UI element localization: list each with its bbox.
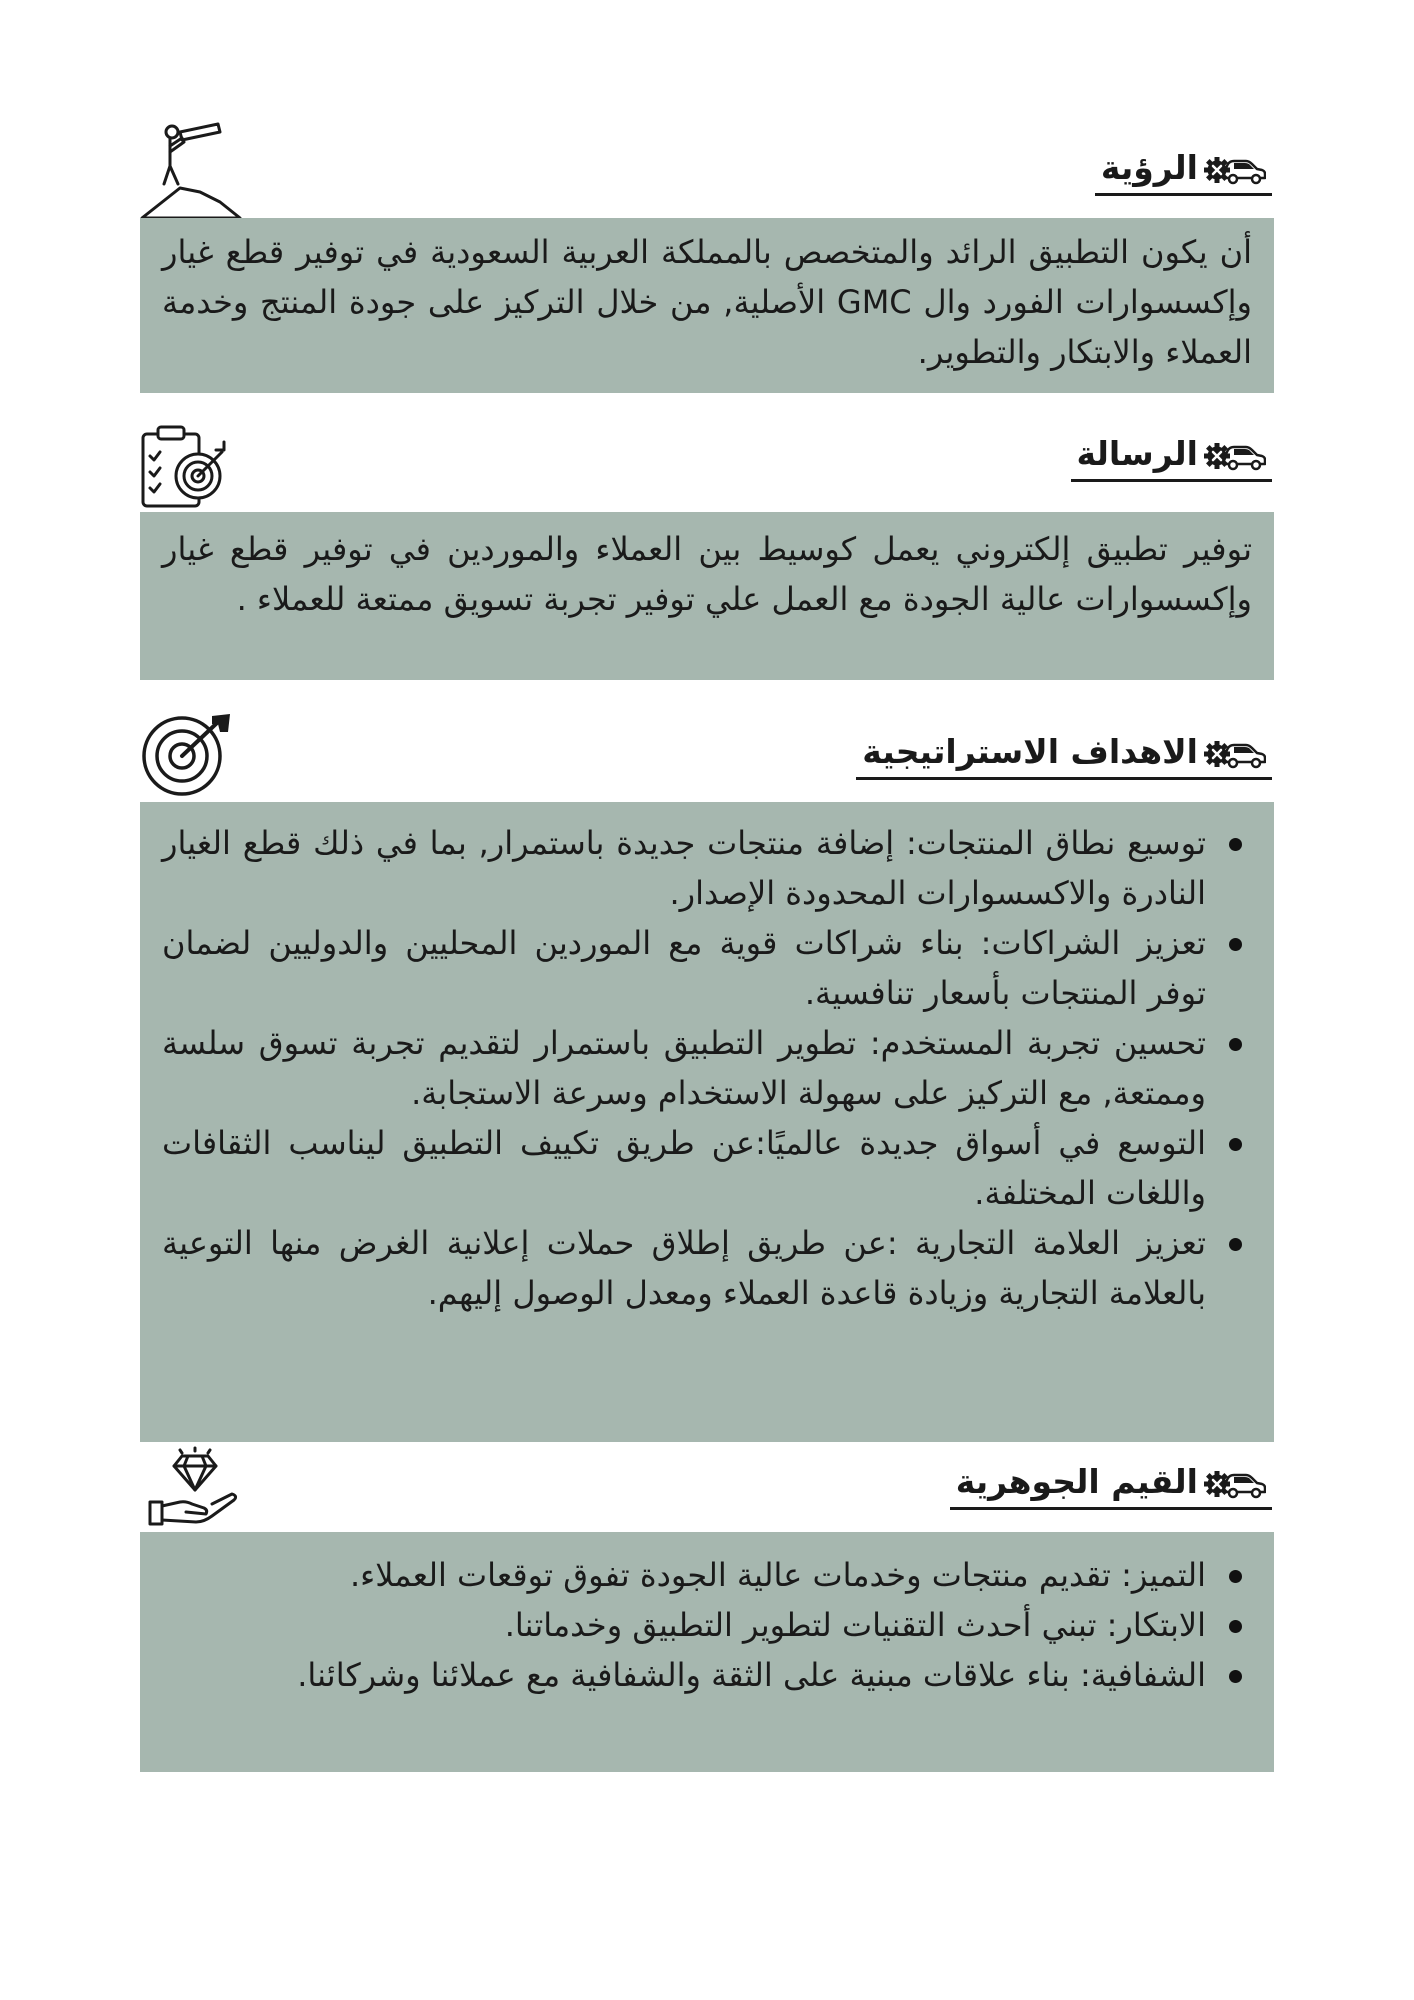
car-gear-icon	[1204, 436, 1266, 472]
goals-list	[140, 802, 1274, 1328]
values-box	[140, 1532, 1274, 1772]
list-item: التميز: تقديم منتجات وخدمات عالية الجودة تفوق توقعات العملاء.	[162, 1550, 1242, 1600]
vision-heading	[1095, 148, 1272, 196]
car-gear-icon	[1204, 150, 1266, 186]
list-item: توسيع نطاق المنتجات: إضافة منتجات جديدة باستمرار, بما في ذلك قطع الغيار النادرة والاكسسوارات المحدودة الإصدار.	[162, 818, 1242, 918]
list-item: تحسين تجربة المستخدم: تطوير التطبيق باستمرار لتقديم تجربة تسوق سلسة وممتعة, مع التركيز على سهولة الاستخدام وسرعة الاستجابة.	[162, 1018, 1242, 1118]
list-item: التوسع في أسواق جديدة عالميًا:عن طريق تكييف التطبيق ليناسب الثقافات واللغات المختلفة.	[162, 1118, 1242, 1218]
car-gear-icon	[1204, 734, 1266, 770]
list-item: تعزيز العلامة التجارية :عن طريق إطلاق حملات إعلانية الغرض منها التوعية بالعلامة التجارية وزيادة قاعدة العملاء ومعدل الوصول إليهم.	[162, 1218, 1242, 1318]
mission-text: توفير تطبيق إلكتروني يعمل كوسيط بين العملاء والموردين في توفير قطع غيار وإكسسوارات عالية الجودة مع العمل علي توفير تجربة تسويق ممتعة للعملاء .	[162, 530, 1252, 618]
vision-box	[140, 218, 1274, 393]
goals-heading	[856, 732, 1272, 780]
goals-box	[140, 802, 1274, 1442]
target-arrow-icon	[140, 712, 236, 798]
goals-title: الاهداف الاستراتيجية	[862, 732, 1198, 771]
values-list	[140, 1532, 1274, 1710]
list-item: الابتكار: تبني أحدث التقنيات لتطوير التطبيق وخدماتنا.	[162, 1600, 1242, 1650]
hand-diamond-icon	[146, 1446, 242, 1528]
car-gear-icon	[1204, 1464, 1266, 1500]
values-heading	[950, 1462, 1272, 1510]
clipboard-target-icon	[140, 424, 232, 510]
list-item: تعزيز الشراكات: بناء شراكات قوية مع الموردين المحليين والدوليين لضمان توفر المنتجات بأسعار تنافسية.	[162, 918, 1242, 1018]
mission-title: الرسالة	[1076, 434, 1198, 473]
mission-box	[140, 512, 1274, 680]
mission-heading	[1071, 434, 1272, 482]
values-title: القيم الجوهرية	[955, 1462, 1198, 1501]
list-item: الشفافية: بناء علاقات مبنية على الثقة والشفافية مع عملائنا وشركائنا.	[162, 1650, 1242, 1700]
vision-text: أن يكون التطبيق الرائد والمتخصص بالمملكة العربية السعودية في توفير قطع غيار وإكسسوارات الفورد وال GMC الأصلية, من خلال التركيز على جودة المنتج وخدمة العملاء والابتكار والتطوير.	[162, 233, 1253, 371]
telescope-person-icon	[140, 122, 245, 222]
vision-title: الرؤية	[1100, 148, 1198, 187]
